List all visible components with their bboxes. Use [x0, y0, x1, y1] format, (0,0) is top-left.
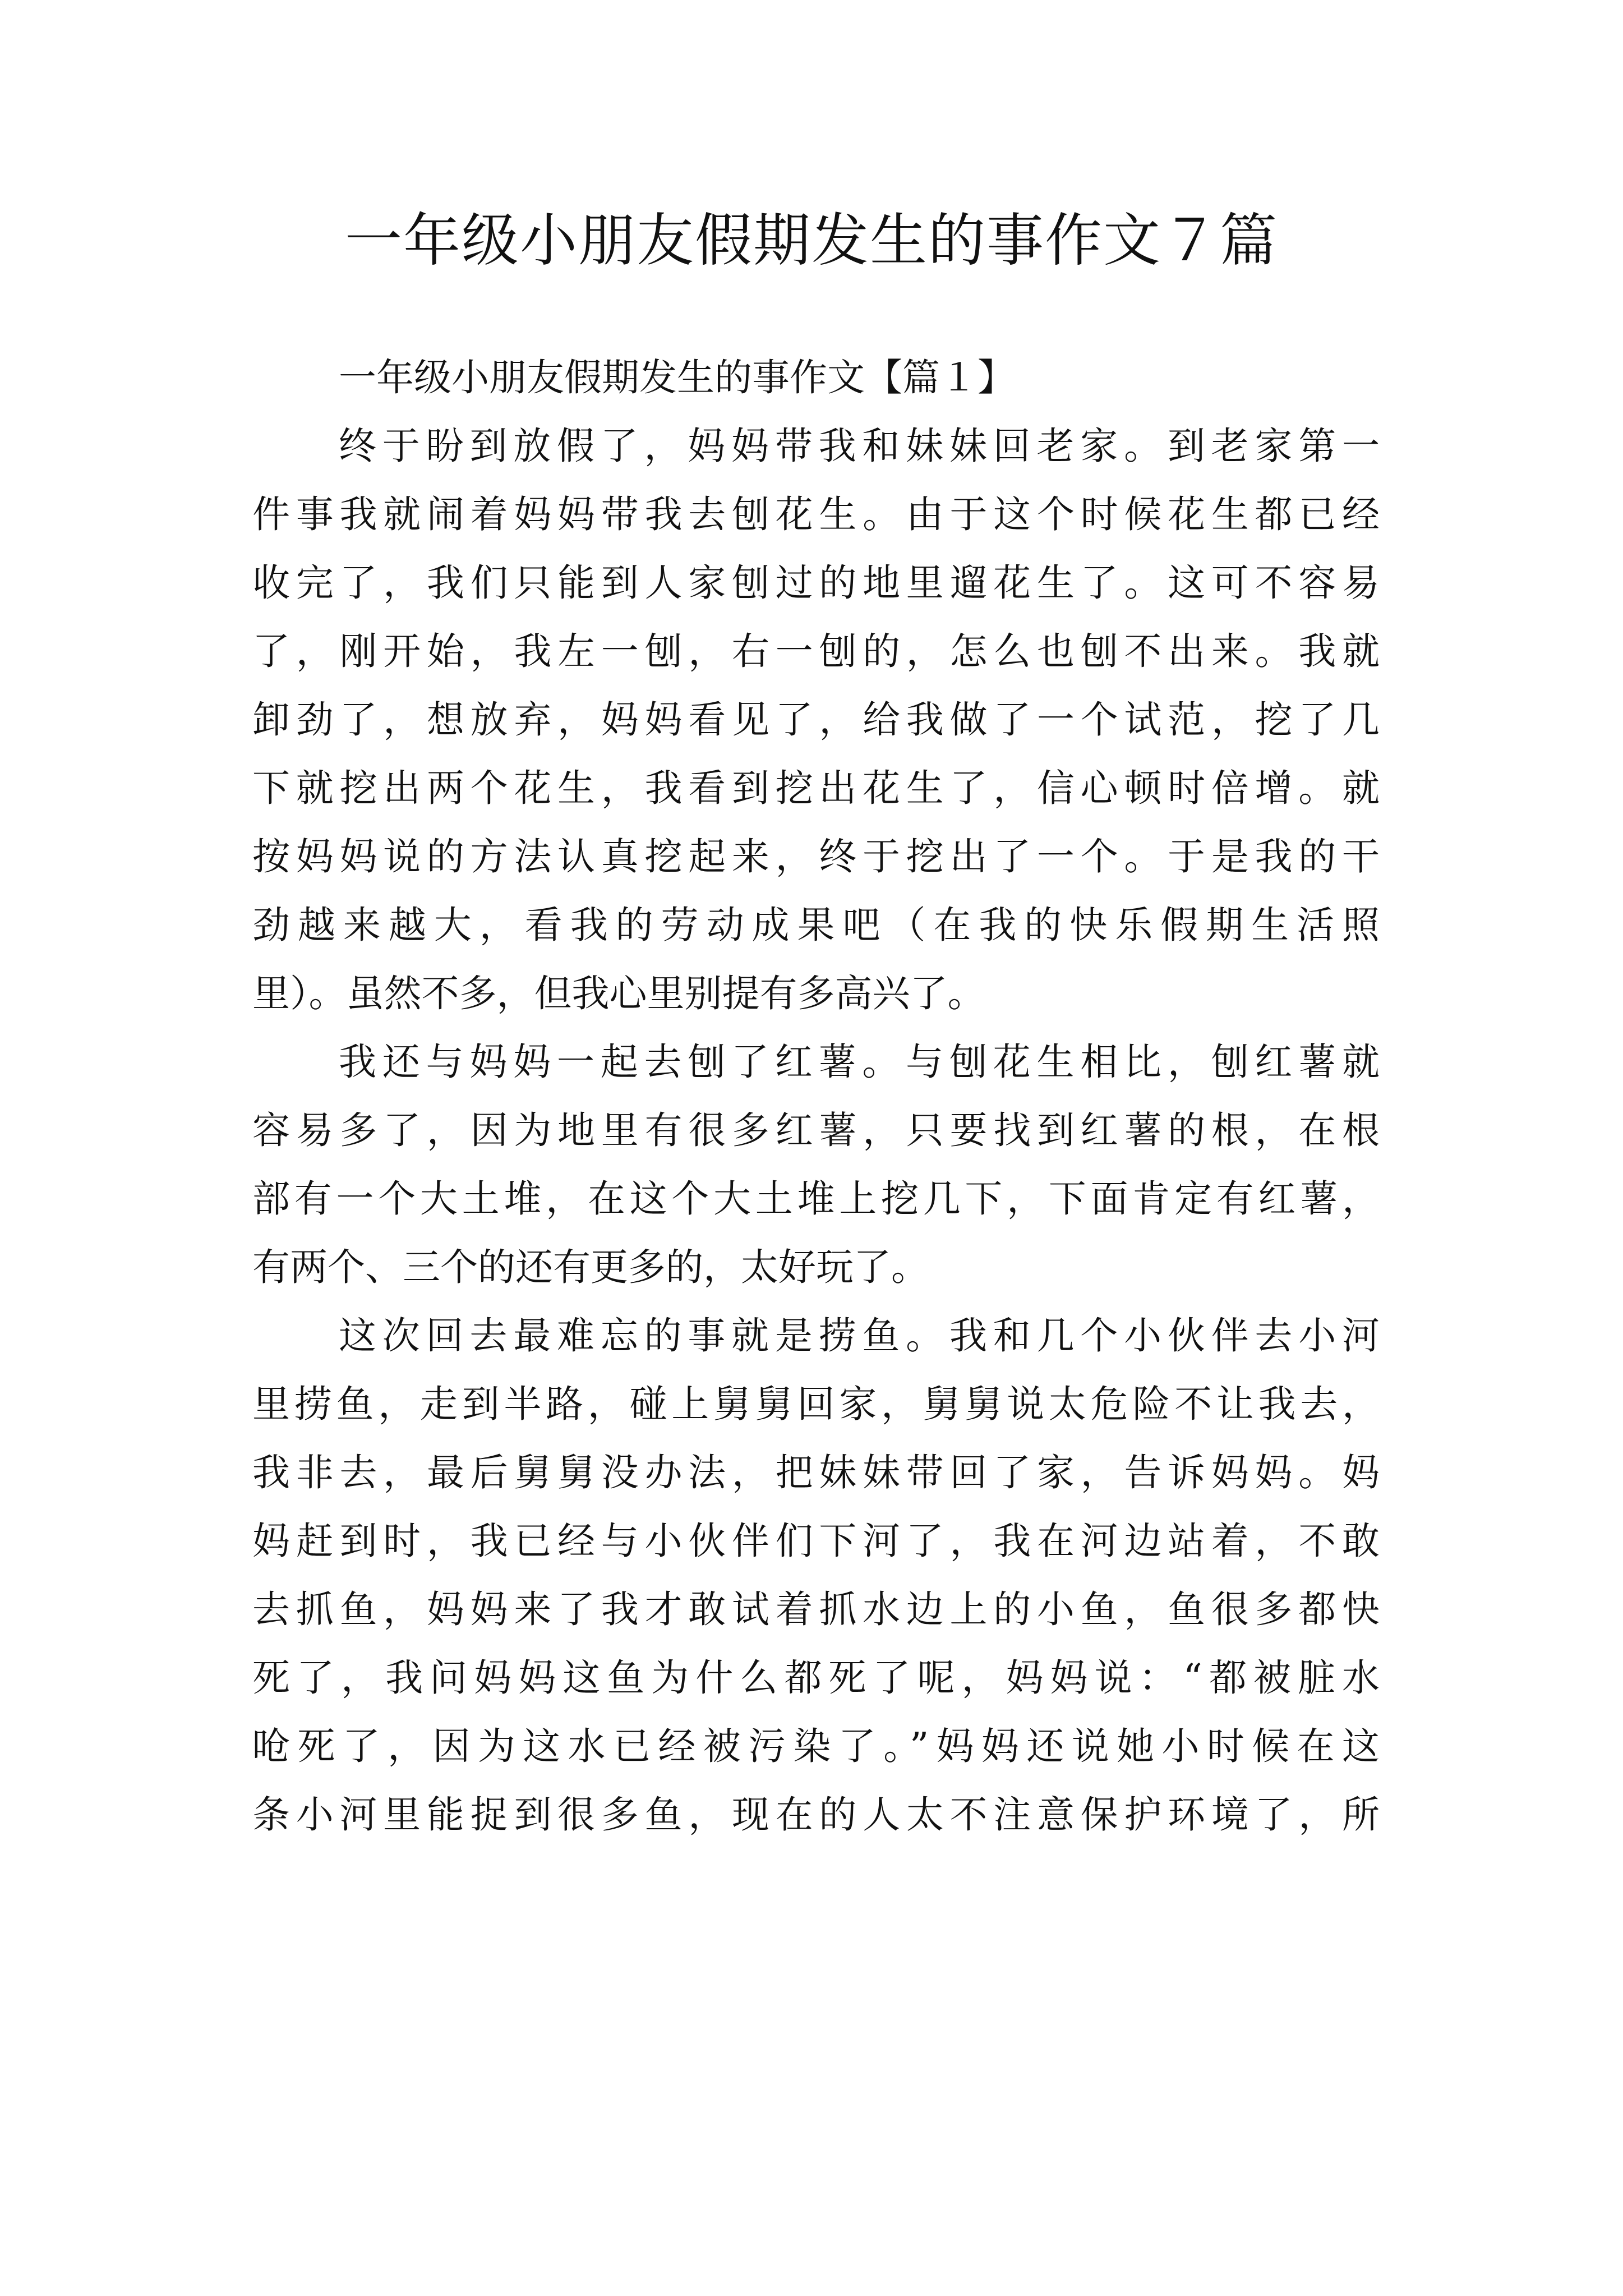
- text-line: 终于盼到放假了，妈妈带我和妹妹回老家。到老家第一: [339, 424, 1380, 468]
- text-line: 去抓鱼，妈妈来了我才敢试着抓水边上的小鱼，鱼很多都快: [252, 1588, 1380, 1631]
- text-line: 我非去，最后舅舅没办法，把妹妹带回了家，告诉妈妈。妈: [252, 1451, 1380, 1494]
- text-line: 呛死了，因为这水已经被污染了。”妈妈还说她小时候在这: [252, 1724, 1380, 1768]
- text-line: 件事我就闹着妈妈带我去刨花生。由于这个时候花生都已经: [252, 493, 1380, 536]
- document-title: 一年级小朋友假期发生的事作文７篇: [345, 208, 1278, 274]
- text-line: 有两个、三个的还有更多的，太好玩了。: [252, 1245, 929, 1289]
- text-line: 这次回去最难忘的事就是捞鱼。我和几个小伙伴去小河: [339, 1314, 1380, 1358]
- document-body: [252, 343, 1380, 1849]
- paragraph-2: [252, 1028, 1380, 1301]
- section-heading: 一年级小朋友假期发生的事作文【篇１】: [339, 356, 1015, 399]
- text-line: 卸劲了，想放弃，妈妈看见了，给我做了一个试范，挖了几: [252, 698, 1380, 742]
- text-line: 里捞鱼，走到半路，碰上舅舅回家，舅舅说太危险不让我去，: [252, 1382, 1380, 1426]
- text-line: 了，刚开始，我左一刨，右一刨的，怎么也刨不出来。我就: [252, 629, 1380, 673]
- text-line: 我还与妈妈一起去刨了红薯。与刨花生相比，刨红薯就: [339, 1040, 1380, 1084]
- paragraph-1: [252, 412, 1380, 1028]
- text-line: 里）。虽然不多，但我心里别提有多高兴了。: [252, 972, 985, 1015]
- text-line: 下就挖出两个花生，我看到挖出花生了，信心顿时倍增。就: [252, 766, 1380, 810]
- text-line: 劲越来越大，看我的劳动成果吧（在我的快乐假期生活照: [252, 903, 1380, 947]
- paragraph-3: [252, 1301, 1380, 1849]
- text-line: 死了，我问妈妈这鱼为什么都死了呢，妈妈说：“都被脏水: [252, 1656, 1380, 1700]
- text-line: 按妈妈说的方法认真挖起来，终于挖出了一个。于是我的干: [252, 835, 1380, 878]
- text-line: 收完了，我们只能到人家刨过的地里遛花生了。这可不容易: [252, 561, 1380, 605]
- text-line: 容易多了，因为地里有很多红薯，只要找到红薯的根，在根: [252, 1108, 1380, 1152]
- text-line: 条小河里能捉到很多鱼，现在的人太不注意保护环境了，所: [252, 1793, 1380, 1837]
- text-line: 部有一个大土堆，在这个大土堆上挖几下，下面肯定有红薯，: [252, 1177, 1380, 1221]
- text-line: 妈赶到时，我已经与小伙伴们下河了，我在河边站着，不敢: [252, 1519, 1380, 1563]
